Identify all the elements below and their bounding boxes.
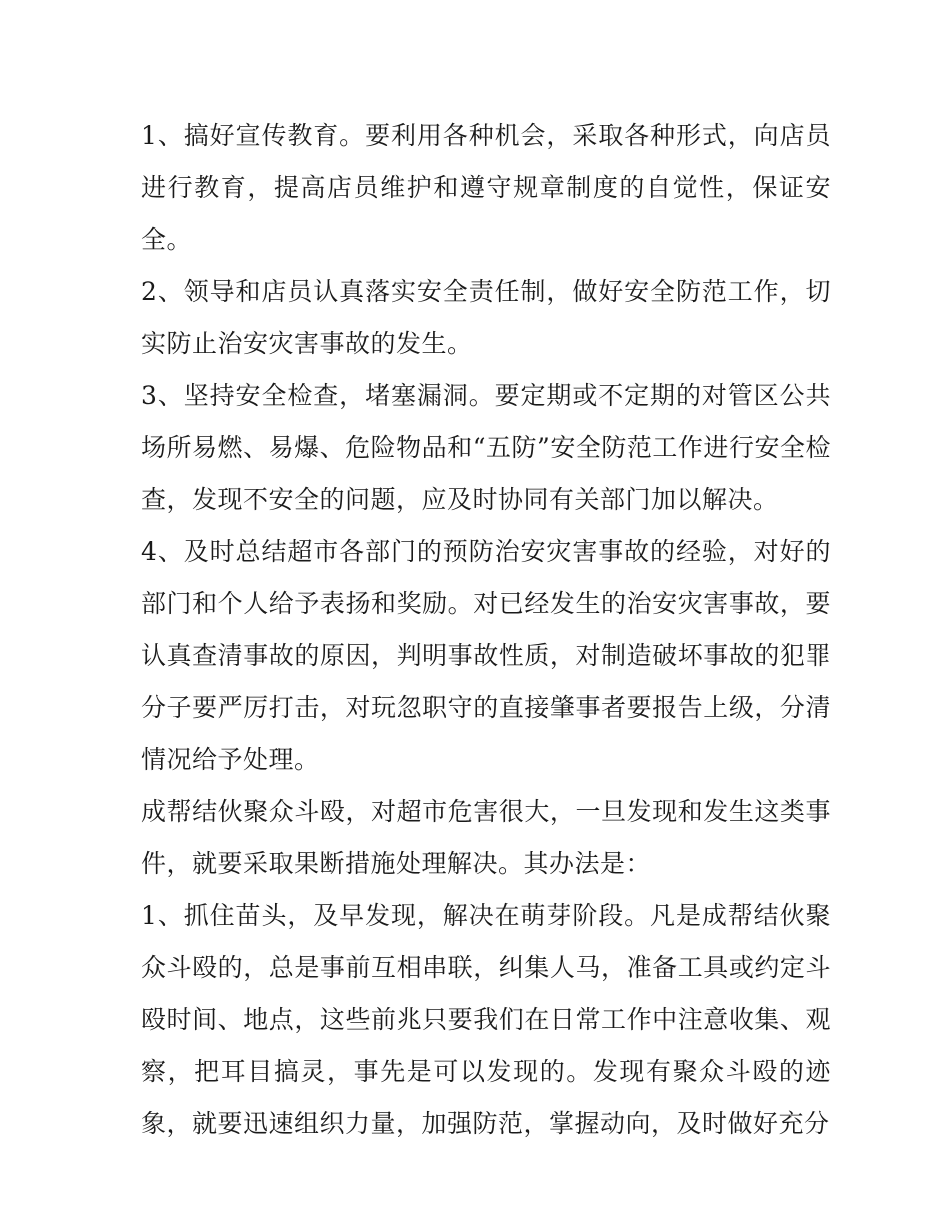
paragraph-early-detection: 1、抓住苗头，及早发现，解决在萌芽阶段。凡是成帮结伙聚众斗殴的，总是事前互相串联，纠集人马，准备工具或约定斗殴时间、地点，这些前兆只要我们在日常工作中注意收集、观察，把耳目搞灵，事先是可以发现的。发现有聚众斗殴的迹象，就要迅速组织力量，加强防范，掌握动向，及时做好充分	[141, 901, 831, 1138]
document-body	[141, 110, 831, 1150]
paragraph-responsibility-system: 2、领导和店员认真落实安全责任制，做好安全防范工作，切实防止治安灾害事故的发生。	[141, 277, 831, 358]
paragraph-safety-inspection: 3、坚持安全检查，堵塞漏洞。要定期或不定期的对管区公共场所易燃、易爆、危险物品和“五防”安全防范工作进行安全检查，发现不安全的问题，应及时协同有关部门加以解决。	[141, 381, 831, 514]
paragraph-propaganda-education: 1、搞好宣传教育。要利用各种机会，采取各种形式，向店员进行教育，提高店员维护和遵守规章制度的自觉性，保证安全。	[141, 121, 831, 254]
paragraph-summary-experience: 4、及时总结超市各部门的预防治安灾害事故的经验，对好的部门和个人给予表扬和奖励。对已经发生的治安灾害事故，要认真查清事故的原因，判明事故性质，对制造破坏事故的犯罪分子要严厉打击，对玩忽职守的直接肇事者要报告上级，分清情况给予处理。	[141, 537, 831, 774]
paragraph-gang-fighting-intro: 成帮结伙聚众斗殴，对超市危害很大，一旦发现和发生这类事件，就要采取果断措施处理解决。其办法是：	[141, 797, 831, 878]
